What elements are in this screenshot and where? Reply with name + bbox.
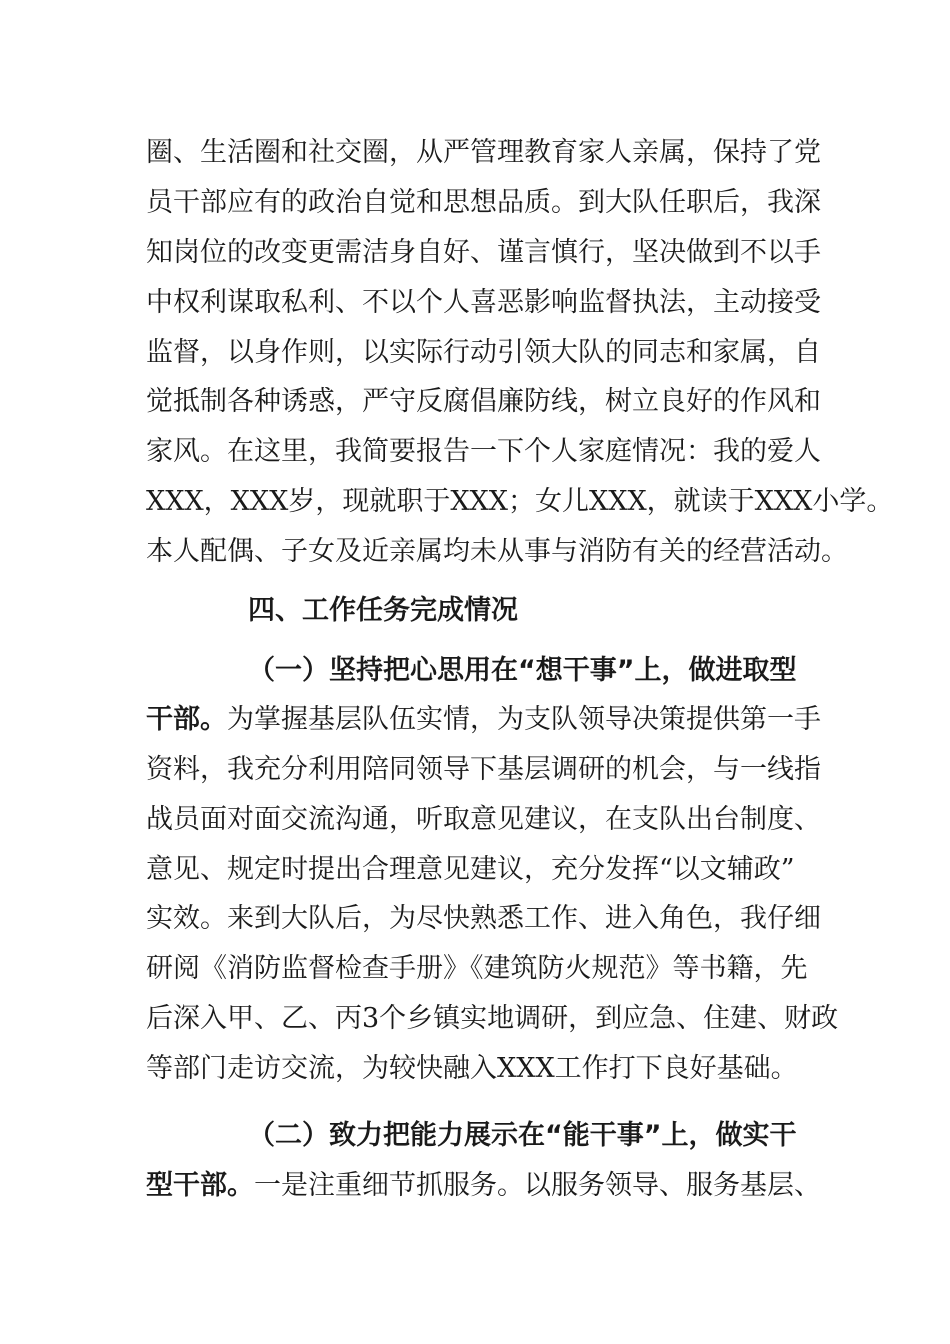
body-line: 研阅《消防监督检查手册》《建筑防火规范》等书籍，先 (146, 953, 808, 984)
body-line: 实效。来到大队后，为尽快熟悉工作、进入角色，我仔细 (146, 903, 821, 934)
body-line: 资料，我充分利用陪同领导下基层调研的机会，与一线指 (146, 754, 821, 785)
body-line: 监督，以身作则，以实际行动引领大队的同志和家属，自 (146, 337, 821, 368)
body-text: 一是注重细节抓服务。以服务领导、服务基层、 (254, 1170, 821, 1201)
body-line: 等部门走访交流，为较快融入XXX工作打下良好基础。 (146, 1053, 798, 1084)
body-line: XXX，XXX岁，现就职于XXX；女儿XXX，就读于XXX小学。 (146, 486, 894, 517)
body-line: 知岗位的改变更需洁身自好、谨言慎行，坚决做到不以手 (146, 237, 821, 268)
body-text: 为掌握基层队伍实情，为支队领导决策提供第一手 (227, 704, 821, 735)
body-line: 后深入甲、乙、丙3个乡镇实地调研，到应急、住建、财政 (146, 1003, 839, 1034)
body-line (146, 704, 821, 736)
body-line: 觉抵制各种诱惑，严守反腐倡廉防线，树立良好的作风和 (146, 386, 821, 417)
body-line: 家风。在这里，我简要报告一下个人家庭情况：我的爱人 (146, 436, 821, 467)
body-line: 意见、规定时提出合理意见建议，充分发挥“以文辅政” (146, 854, 795, 885)
body-line: 员干部应有的政治自觉和思想品质。到大队任职后，我深 (146, 187, 821, 218)
body-line (146, 1170, 821, 1202)
subheading-lead: 干部。 (146, 704, 227, 735)
subheading-line: （二）致力把能力展示在“能干事”上，做实干 (248, 1120, 797, 1151)
body-line: 本人配偶、子女及近亲属均未从事与消防有关的经营活动。 (146, 536, 848, 567)
body-line: 中权利谋取私利、不以个人喜恶影响监督执法，主动接受 (146, 287, 821, 318)
section-heading: 四、工作任务完成情况 (248, 595, 518, 626)
subheading-lead: 型干部。 (146, 1170, 254, 1201)
body-line: 战员面对面交流沟通，听取意见建议，在支队出台制度、 (146, 804, 821, 835)
subheading-line: （一）坚持把心思用在“想干事”上，做进取型 (248, 655, 797, 686)
body-line: 圈、生活圈和社交圈，从严管理教育家人亲属，保持了党 (146, 137, 821, 168)
